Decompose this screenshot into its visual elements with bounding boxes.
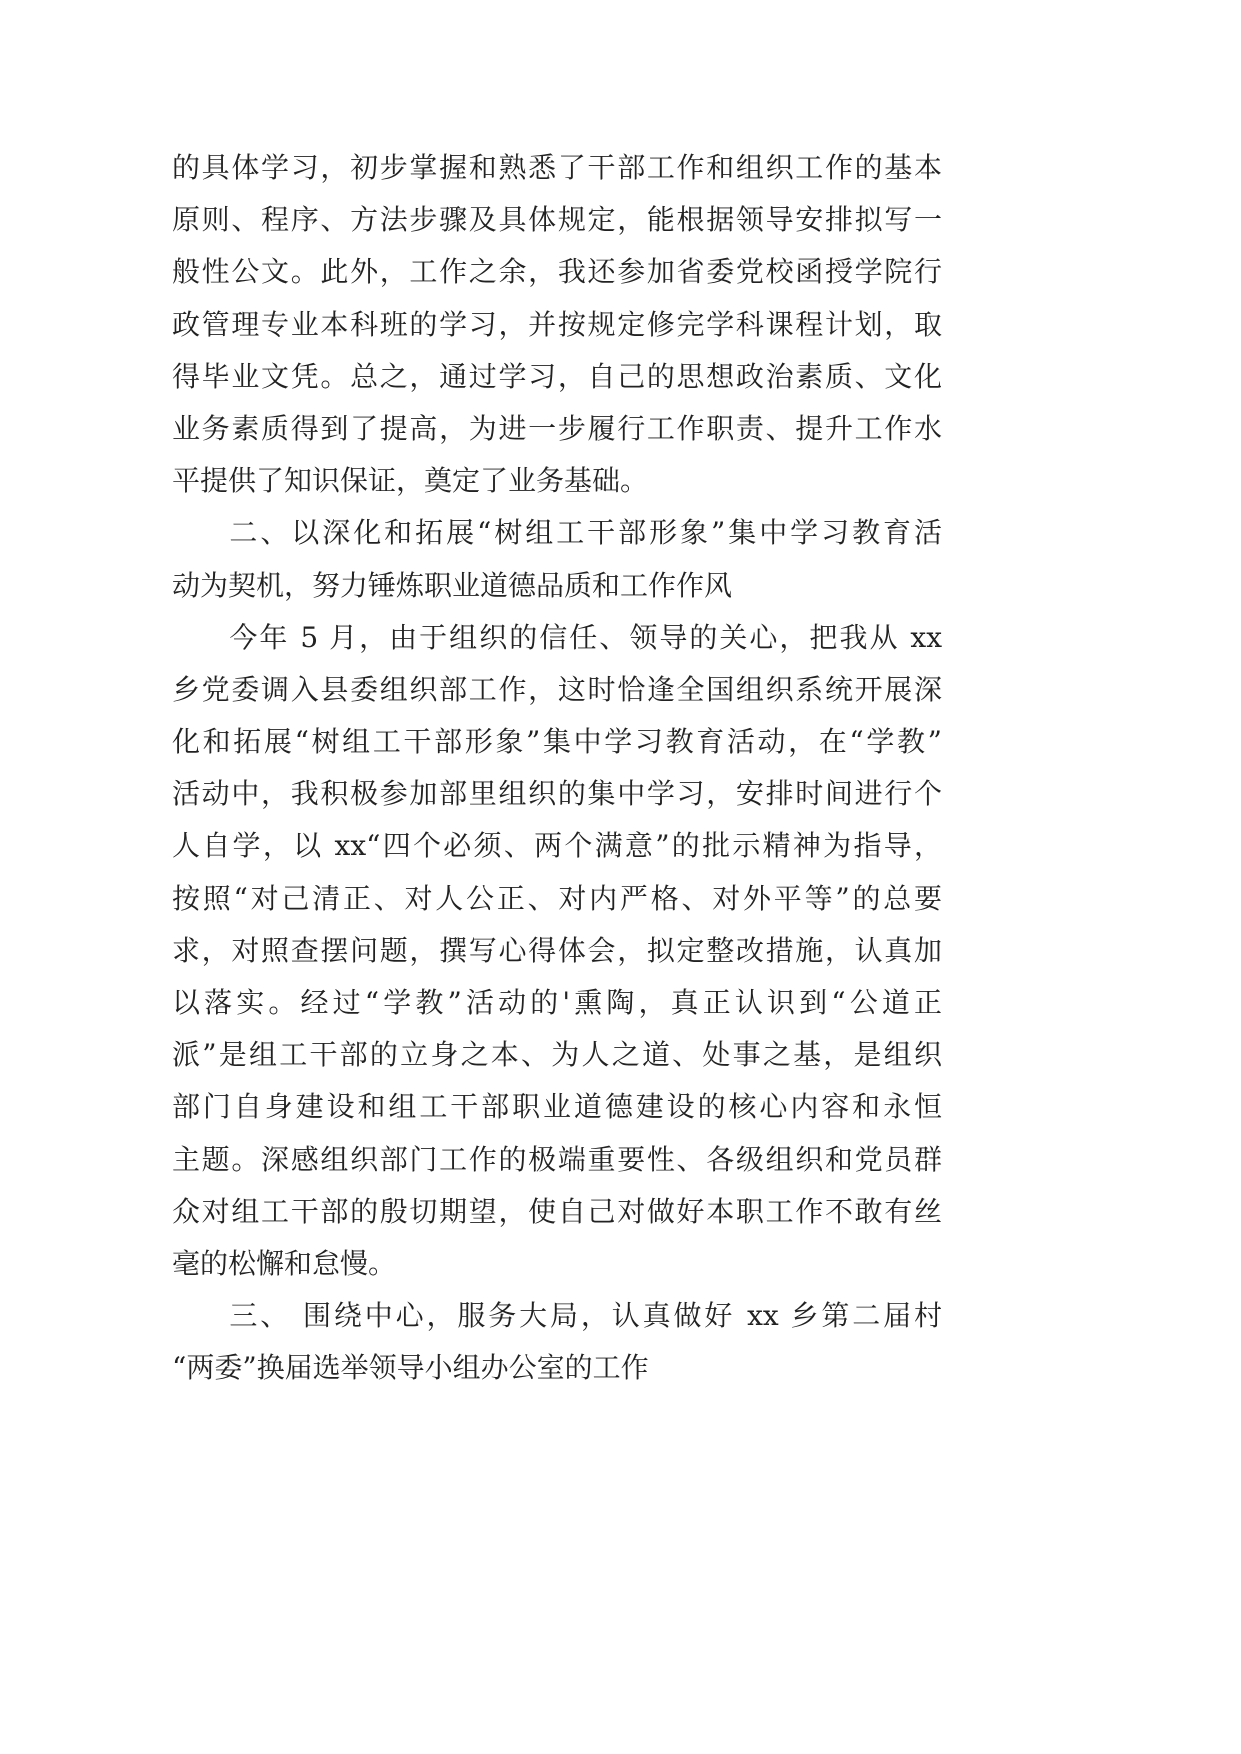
heading-line: 动为契机，努力锤炼职业道德品质和工作作风 [172,568,733,602]
paragraph-line: 求，对照查摆问题，撰写心得体会，拟定整改措施，认真加 [172,933,942,967]
section-heading [172,1290,942,1394]
paragraph-line: 毫的松懈和怠慢。 [172,1246,397,1280]
heading-line: 二、以深化和拓展“树组工干部形象”集中学习教育活 [229,516,942,550]
section-heading [172,507,942,611]
paragraph-line: 乡党委调入县委组织部工作，这时恰逢全国组织系统开展深 [172,672,942,706]
paragraph-line: 主题。深感组织部门工作的极端重要性、各级组织和党员群 [172,1142,942,1176]
paragraph-line: 般性公文。此外，工作之余，我还参加省委党校函授学院行 [172,255,942,289]
paragraph-line: 化和拓展“树组工干部形象”集中学习教育活动，在“学教” [172,725,942,759]
paragraph-line: 众对组工干部的殷切期望，使自己对做好本职工作不敢有丝 [172,1194,942,1228]
paragraph-line: 派”是组工干部的立身之本、为人之道、处事之基，是组织 [172,1038,942,1072]
paragraph-line: 以落实。经过“学教”活动的'熏陶，真正认识到“公道正 [172,986,942,1019]
body-paragraph [172,612,942,1290]
paragraph-line: 政管理专业本科班的学习，并按规定修完学科课程计划，取 [172,307,942,341]
paragraph-line: 的具体学习，初步掌握和熟悉了干部工作和组织工作的基本 [172,151,942,184]
heading-line: “两委”换届选举领导小组办公室的工作 [172,1351,649,1385]
paragraph-line: 得毕业文凭。总之，通过学习，自己的思想政治素质、文化 [172,359,942,393]
document-body [172,142,942,1395]
paragraph-line: 按照“对己清正、对人公正、对内严格、对外平等”的总要 [172,881,942,915]
body-paragraph [172,142,942,507]
paragraph-line: 业务素质得到了提高，为进一步履行工作职责、提升工作水 [172,411,942,445]
paragraph-line: 平提供了知识保证，奠定了业务基础。 [172,464,649,498]
paragraph-line: 今年 5 月，由于组织的信任、领导的关心，把我从 xx [229,620,942,654]
heading-line: 三、 围绕中心，服务大局，认真做好 xx 乡第二届村 [229,1299,942,1333]
paragraph-line: 人自学，以 xx“四个必须、两个满意”的批示精神为指导， [172,829,942,863]
paragraph-line: 部门自身建设和组工干部职业道德建设的核心内容和永恒 [172,1090,942,1124]
paragraph-line: 原则、程序、方法步骤及具体规定，能根据领导安排拟写一 [172,203,942,237]
paragraph-line: 活动中，我积极参加部里组织的集中学习，安排时间进行个 [172,777,942,811]
